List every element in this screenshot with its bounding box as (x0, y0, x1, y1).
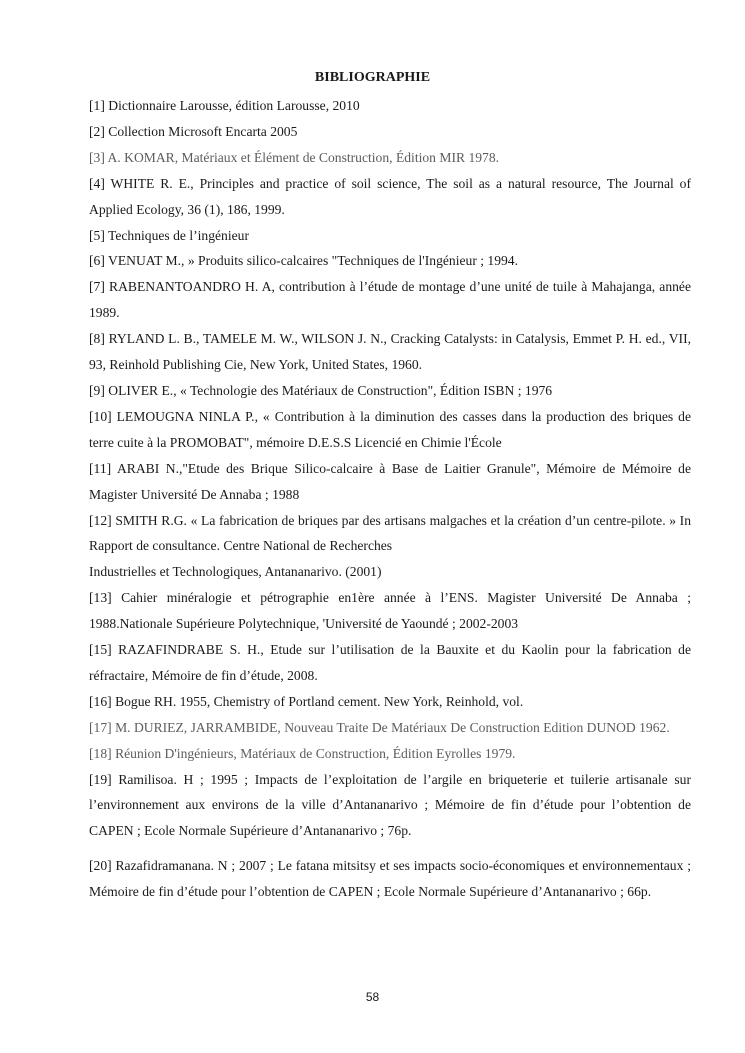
reference-item (89, 456, 691, 508)
reference-item (89, 404, 691, 456)
reference-item (89, 741, 691, 767)
reference-number: [20] (89, 858, 112, 874)
reference-item (89, 585, 691, 637)
reference-number: [13] (89, 590, 112, 606)
reference-number: [19] (89, 771, 112, 787)
reference-text: Dictionnaire Larousse, édition Larousse, 2010 (108, 98, 360, 113)
reference-number: [2] (89, 123, 105, 139)
reference-text: OLIVER E., « Technologie des Matériaux de Construction", Édition ISBN ; 1976 (108, 382, 553, 398)
reference-item (89, 689, 691, 715)
reference-number: [8] (89, 331, 105, 347)
reference-item (89, 274, 691, 326)
reference-text: Bogue RH. 1955, Chemistry of Portland cement. New York, Reinhold, vol. (115, 693, 524, 709)
reference-item (89, 93, 691, 119)
reference-number: [12] (89, 512, 112, 528)
reference-text: Razafidramanana. N ; 2007 ; Le fatana mitsitsy et ses impacts socio-économiques et environnementaux ; Mémoire de fin d’étude pour l’obtention de CAPEN ; Ecole Normale Supérieure d’Antananarivo ; 66p. (89, 858, 691, 900)
reference-text: ARABI N.,"Etude des Brique Silico-calcaire à Base de Laitier Granule", Mémoire de Mémoire de Magister Université De Annaba ; 1988 (89, 460, 691, 502)
reference-item (89, 378, 691, 404)
reference-number: [6] (89, 253, 105, 269)
reference-item (89, 326, 691, 378)
reference-text: A. KOMAR, Matériaux et Élément de Construction, Édition MIR 1978. (107, 149, 500, 165)
reference-number: [5] (89, 227, 105, 243)
reference-text: RYLAND L. B., TAMELE M. W., WILSON J. N., Cracking Catalysts: in Catalysis, Emmet P. H. ed., VII, 93, Reinhold Publishing Cie, New York, United States, 1960. (89, 331, 691, 373)
reference-text: VENUAT M., » Produits silico-calcaires "Techniques de l'Ingénieur ; 1994. (108, 253, 519, 269)
reference-text: Collection Microsoft Encarta 2005 (108, 123, 298, 139)
reference-text: Ramilisoa. H ; 1995 ; Impacts de l’exploitation de l’argile en briqueterie et tuilerie artisanale sur l’environnement aux environs de la ville d’Antananarivo ; Mémoire de fin d’étude pour l’obtention de CAPEN ; Ecole Normale Supérieure d’Antananarivo ; 76p. (89, 771, 691, 839)
reference-number: [18] (89, 745, 112, 761)
reference-number: [7] (89, 279, 105, 295)
reference-item (89, 248, 691, 274)
reference-number: [10] (89, 408, 112, 424)
reference-item (89, 119, 691, 145)
reference-number: [9] (89, 382, 105, 398)
reference-item (89, 223, 691, 249)
reference-number: [4] (89, 175, 105, 191)
reference-text: Techniques de l’ingénieur (108, 227, 249, 243)
reference-text: Réunion D'ingénieurs, Matériaux de Construction, Édition Eyrolles 1979. (115, 745, 516, 761)
reference-text: WHITE R. E., Principles and practice of soil science, The soil as a natural resource, The Journal of Applied Ecology, 36 (1), 186, 1999. (89, 175, 691, 217)
reference-number: [17] (89, 719, 112, 735)
page-number: 58 (365, 990, 380, 1004)
reference-text: SMITH R.G. « La fabrication de briques par des artisans malgaches et la création d’un centre-pilote. » In Rapport de consultance. Centre National de Recherches (89, 512, 691, 554)
reference-number: [15] (89, 642, 112, 658)
reference-item (89, 508, 691, 586)
reference-text: LEMOUGNA NINLA P., « Contribution à la diminution des casses dans la production des briques de terre cuite à la PROMOBAT", mémoire D.E.S.S Licencié en Chimie l'École (89, 408, 691, 450)
reference-item (89, 767, 691, 845)
page-title: BIBLIOGRAPHIE (314, 70, 431, 85)
reference-item (89, 853, 691, 905)
reference-item (89, 145, 691, 171)
reference-text: M. DURIEZ, JARRAMBIDE, Nouveau Traite De Matériaux De Construction Edition DUNOD 1962. (115, 719, 670, 735)
reference-number: [11] (89, 460, 112, 476)
reference-number: [1] (89, 98, 105, 113)
reference-item (89, 715, 691, 741)
reference-text: RABENANTOANDRO H. A, contribution à l’étude de montage d’une unité de tuile à Mahajanga, année 1989. (89, 279, 691, 321)
reference-item (89, 637, 691, 689)
reference-number: [3] (89, 149, 105, 165)
reference-list (89, 93, 691, 905)
reference-text: RAZAFINDRABE S. H., Etude sur l’utilisation de la Bauxite et du Kaolin pour la fabrication de réfractaire, Mémoire de fin d’étude, 2008. (89, 642, 691, 683)
reference-number: [16] (89, 693, 112, 709)
reference-text: Cahier minéralogie et pétrographie en1ère année à l’ENS. Magister Université De Annaba ; 1988.Nationale Supérieure Polytechnique, 'Université de Yaoundé ; 2002-2003 (89, 590, 691, 632)
reference-text-continuation: Industrielles et Technologiques, Antananarivo. (2001) (89, 564, 382, 580)
reference-item (89, 171, 691, 223)
